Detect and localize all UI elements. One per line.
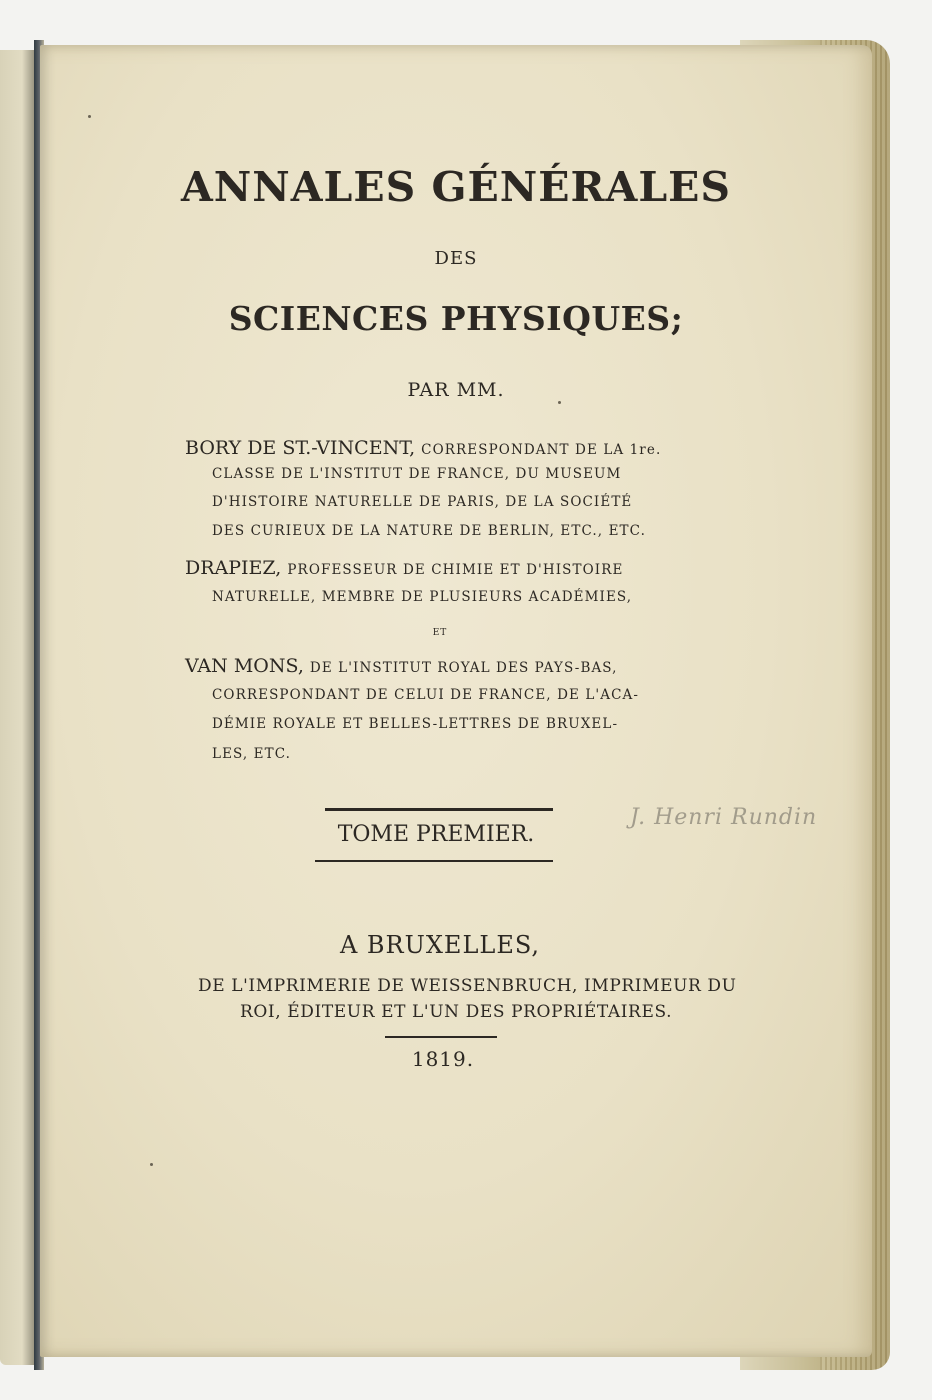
top-rule — [325, 808, 553, 811]
author-3-title-line-2: CORRESPONDANT DE CELUI DE FRANCE, DE L'ACA- — [212, 687, 640, 703]
author-3-title-line-1: DE L'INSTITUT ROYAL DES PAYS-BAS, — [309, 660, 618, 676]
author-1-title-line-2: CLASSE DE L'INSTITUT DE FRANCE, DU MUSEUM — [212, 466, 622, 482]
title-page — [40, 45, 872, 1357]
foxing-spot — [150, 1163, 153, 1166]
handwritten-signature: J. Henri Rundin — [630, 805, 818, 830]
author-2-line-1 — [185, 557, 623, 579]
author-1-title-line-4: DES CURIEUX DE LA NATURE DE BERLIN, ETC., ETC. — [212, 523, 646, 539]
author-3-title-line-4: LES, ETC. — [212, 746, 292, 762]
imprint-line-2: ROI, ÉDITEUR ET L'UN DES PROPRIÉTAIRES. — [240, 1002, 673, 1022]
author-2-name: DRAPIEZ, — [185, 557, 282, 579]
author-3-title-line-3: DÉMIE ROYALE ET BELLES-LETTRES DE BRUXEL- — [212, 716, 619, 732]
imprint-line-1: DE L'IMPRIMERIE DE WEISSENBRUCH, IMPRIMEUR DU — [198, 976, 737, 996]
title-des: DES — [434, 248, 478, 269]
author-1-name: BORY DE ST.-VINCENT, — [185, 437, 416, 459]
author-3-name: VAN MONS, — [185, 655, 304, 677]
main-title: ANNALES GÉNÉRALES — [180, 163, 732, 211]
author-1-title-line-1: CORRESPONDANT DE LA 1re. — [421, 442, 662, 458]
bottom-rule — [315, 860, 553, 862]
volume-label: TOME PREMIER. — [337, 822, 535, 847]
par-mm: PAR MM. — [407, 379, 505, 401]
author-1-line-1 — [185, 437, 661, 459]
subtitle: SCIENCES PHYSIQUES; — [228, 299, 684, 338]
imprint-city: A BRUXELLES, — [339, 931, 541, 959]
foxing-spot — [88, 115, 91, 118]
author-1-title-line-3: D'HISTOIRE NATURELLE DE PARIS, DE LA SOCIÉTÉ — [212, 494, 633, 510]
conjunction-et: ET — [432, 628, 448, 638]
foxing-spot — [558, 401, 561, 404]
year-rule — [385, 1036, 497, 1038]
author-2-title-line-1: PROFESSEUR DE CHIMIE ET D'HISTOIRE — [287, 562, 624, 578]
publication-year: 1819. — [411, 1047, 475, 1071]
author-2-title-line-2: NATURELLE, MEMBRE DE PLUSIEURS ACADÉMIES, — [212, 589, 633, 605]
author-3-line-1 — [185, 655, 618, 677]
